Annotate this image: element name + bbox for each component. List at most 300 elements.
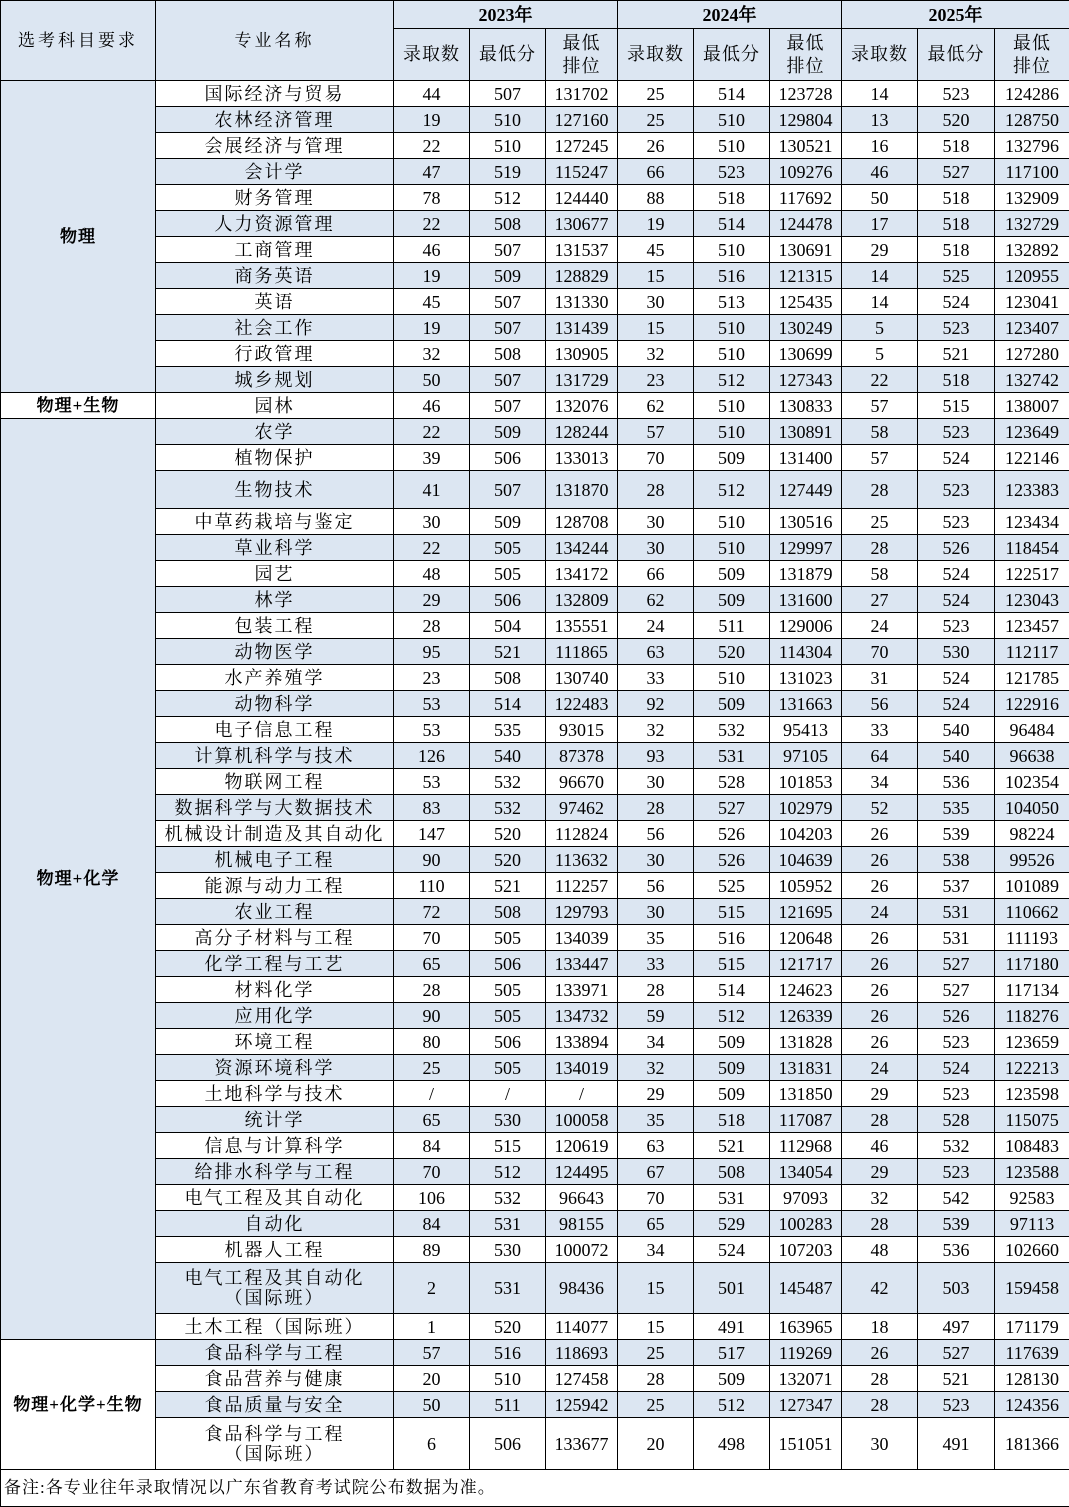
table-row [1, 367, 1069, 393]
year-2025-admit-count-cell: 24 [842, 1055, 918, 1081]
table-row [1, 925, 1069, 951]
year-2023-min-rank-cell: 128244 [546, 419, 618, 445]
year-2023-min-score-cell: 506 [470, 587, 546, 613]
year-2023-min-rank-cell: 115247 [546, 159, 618, 185]
year-2024-min-score-cell: 512 [694, 1392, 770, 1418]
year-2024-min-score-cell: 532 [694, 717, 770, 743]
year-2025-min-rank-cell: 124286 [995, 81, 1069, 107]
year-2024-min-rank-cell: 121315 [770, 263, 842, 289]
year-2024-min-rank-cell: 125435 [770, 289, 842, 315]
year-2025-min-score-cell: 523 [918, 315, 995, 341]
year-2025-admit-count-cell: 56 [842, 691, 918, 717]
year-2023-admit-count-cell: 95 [394, 639, 470, 665]
year-2025-min-rank-cell: 102660 [995, 1237, 1069, 1263]
year-2024-min-score-cell: 509 [694, 691, 770, 717]
year-2025-admit-count-cell: 27 [842, 587, 918, 613]
table-row [1, 847, 1069, 873]
year-2023-min-score-cell: 532 [470, 1185, 546, 1211]
year-2024-min-rank-cell: 124478 [770, 211, 842, 237]
year-2023-min-score-cell: 505 [470, 535, 546, 561]
year-2023-min-rank-header: 最低 排位 [546, 29, 618, 81]
year-2023-min-rank-cell: 129793 [546, 899, 618, 925]
year-2025-admit-count-cell: 26 [842, 821, 918, 847]
year-2025-min-score-cell: 523 [918, 419, 995, 445]
major-name-cell: 英语 [156, 289, 394, 315]
year-2025-admit-count-cell: 28 [842, 1392, 918, 1418]
year-2025-admit-count-cell: 52 [842, 795, 918, 821]
year-2025-min-score-cell: 515 [918, 393, 995, 419]
year-2023-admit-count-cell: 65 [394, 951, 470, 977]
footnote: 备注:各专业往年录取情况以广东省教育考试院公布数据为准。 [1, 1470, 1069, 1507]
year-2023-min-rank-cell: 118693 [546, 1340, 618, 1366]
table-row [1, 613, 1069, 639]
major-name-cell: 生物技术 [156, 471, 394, 509]
year-2025-min-rank-cell: 117100 [995, 159, 1069, 185]
year-2025-min-rank-cell: 97113 [995, 1211, 1069, 1237]
subject-requirement-cell: 物理+化学+生物 [1, 1340, 156, 1470]
year-2024-min-rank-cell: 104203 [770, 821, 842, 847]
year-2023-min-rank-cell: 133013 [546, 445, 618, 471]
year-2024-min-score-cell: 526 [694, 847, 770, 873]
year-2023-min-rank-cell: 134732 [546, 1003, 618, 1029]
major-name-cell: 会计学 [156, 159, 394, 185]
year-2025-min-score-cell: 536 [918, 1237, 995, 1263]
year-2024-min-score-cell: 518 [694, 1107, 770, 1133]
year-2023-admit-count-cell: 6 [394, 1418, 470, 1470]
year-2025-admit-count-cell: 46 [842, 1133, 918, 1159]
year-2024-min-rank-cell: 145487 [770, 1263, 842, 1314]
year-2024-admit-count-cell: 34 [618, 1237, 694, 1263]
year-2025-min-score-cell: 527 [918, 159, 995, 185]
year-2023-min-rank-cell: 134172 [546, 561, 618, 587]
year-2024-min-score-cell: 531 [694, 743, 770, 769]
year-2024-min-score-cell: 510 [694, 535, 770, 561]
year-2024-min-rank-cell: 130516 [770, 509, 842, 535]
year-2025-min-rank-cell: 138007 [995, 393, 1069, 419]
year-2023-min-score-cell: 505 [470, 1003, 546, 1029]
year-2024-admit-count-cell: 26 [618, 133, 694, 159]
year-2025-min-rank-cell: 123434 [995, 509, 1069, 535]
year-2023-min-rank-cell: 134019 [546, 1055, 618, 1081]
table-row [1, 1392, 1069, 1418]
year-2023-min-score-cell: 509 [470, 263, 546, 289]
year-2025-min-rank-cell: 123598 [995, 1081, 1069, 1107]
year-2023-admit-count-cell: 22 [394, 133, 470, 159]
year-2023-min-score-cell: 521 [470, 873, 546, 899]
year-2024-min-rank-cell: 126339 [770, 1003, 842, 1029]
year-2023-min-rank-cell: 120619 [546, 1133, 618, 1159]
year-2024-min-rank-cell: 151051 [770, 1418, 842, 1470]
table-row [1, 873, 1069, 899]
year-2024-min-score-cell: 510 [694, 509, 770, 535]
year-2023-admit-count-cell: 50 [394, 1392, 470, 1418]
year-2024-admit-count-cell: 56 [618, 821, 694, 847]
year-2023-min-rank-cell: 87378 [546, 743, 618, 769]
year-2025-min-rank-cell: 171179 [995, 1314, 1069, 1340]
year-2023-min-score-cell: 510 [470, 133, 546, 159]
table-row [1, 1003, 1069, 1029]
year-2024-min-rank-cell: 97093 [770, 1185, 842, 1211]
year-2024-admit-count-cell: 25 [618, 1340, 694, 1366]
table-row [1, 743, 1069, 769]
year-2023-min-rank-cell: 124495 [546, 1159, 618, 1185]
major-name-cell: 社会工作 [156, 315, 394, 341]
year-2024-min-score-cell: 510 [694, 341, 770, 367]
year-2025-min-score-cell: 539 [918, 1211, 995, 1237]
year-2023-admit-count-cell: 89 [394, 1237, 470, 1263]
year-2025-min-rank-cell: 118276 [995, 1003, 1069, 1029]
year-2023-min-score-cell: 511 [470, 1392, 546, 1418]
year-2023-min-rank-cell: 128708 [546, 509, 618, 535]
year-2023-min-rank-cell: 130740 [546, 665, 618, 691]
year-2025-min-score-cell: 523 [918, 1392, 995, 1418]
year-2023-admit-count-cell: 46 [394, 393, 470, 419]
year-2024-min-rank-cell: 105952 [770, 873, 842, 899]
year-2025-min-score-cell: 532 [918, 1133, 995, 1159]
major-name-cell: 统计学 [156, 1107, 394, 1133]
year-2025-admit-count-cell: 26 [842, 925, 918, 951]
year-2023-admit-count-cell: 39 [394, 445, 470, 471]
year-2024-admit-count-cell: 19 [618, 211, 694, 237]
year-2025-admit-count-cell: 28 [842, 471, 918, 509]
year-2023-admit-count-cell: 20 [394, 1366, 470, 1392]
year-2023-admit-count-cell: 80 [394, 1029, 470, 1055]
year-2023-min-rank-cell: 134244 [546, 535, 618, 561]
table-row [1, 1081, 1069, 1107]
year-2025-admit-count-cell: 17 [842, 211, 918, 237]
table-row [1, 211, 1069, 237]
year-2024-min-score-cell: 518 [694, 185, 770, 211]
year-2023-min-rank-cell: 133894 [546, 1029, 618, 1055]
year-2025-min-rank-cell: 118454 [995, 535, 1069, 561]
year-2023-min-score-cell: 508 [470, 899, 546, 925]
year-2025-min-rank-cell: 96638 [995, 743, 1069, 769]
year-2024-min-rank-cell: 104639 [770, 847, 842, 873]
year-2025-min-rank-cell: 124356 [995, 1392, 1069, 1418]
year-2023-min-rank-cell: 98436 [546, 1263, 618, 1314]
year-2024-min-rank-cell: 131850 [770, 1081, 842, 1107]
year-2024-min-score-cell: 513 [694, 289, 770, 315]
header-row-years [1, 1, 1069, 29]
year-2023-min-score-cell: 532 [470, 769, 546, 795]
year-2025-min-rank-cell: 121785 [995, 665, 1069, 691]
major-name-cell: 商务英语 [156, 263, 394, 289]
year-2025-min-score-cell: 521 [918, 341, 995, 367]
year-2025-min-score-cell: 527 [918, 951, 995, 977]
year-2023-admit-count-cell: 126 [394, 743, 470, 769]
year-2024-admit-count-cell: 28 [618, 471, 694, 509]
year-2025-min-score-cell: 523 [918, 613, 995, 639]
table-row [1, 587, 1069, 613]
year-2023-min-score-cell: 532 [470, 795, 546, 821]
year-2023-admit-count-cell: 44 [394, 81, 470, 107]
year-2025-admit-count-cell: 48 [842, 1237, 918, 1263]
year-2024-min-rank-cell: 127347 [770, 1392, 842, 1418]
year-2025-min-rank-cell: 128750 [995, 107, 1069, 133]
year-2025-min-score-cell: 527 [918, 977, 995, 1003]
year-2024-min-score-cell: 528 [694, 769, 770, 795]
major-name-cell: 食品科学与工程 [156, 1340, 394, 1366]
year-2024-min-rank-cell: 131831 [770, 1055, 842, 1081]
year-2025-min-rank-cell: 132892 [995, 237, 1069, 263]
year-2024-admit-count-cell: 56 [618, 873, 694, 899]
year-2023-min-score-cell: 520 [470, 821, 546, 847]
year-2025-min-score-cell: 535 [918, 795, 995, 821]
major-name-cell: 材料化学 [156, 977, 394, 1003]
year-2025-min-score-cell: 524 [918, 561, 995, 587]
year-2024-admit-count-cell: 57 [618, 419, 694, 445]
year-2025-min-score-cell: 525 [918, 263, 995, 289]
year-2023-min-score-cell: 507 [470, 315, 546, 341]
year-2024-min-score-cell: 514 [694, 81, 770, 107]
table-row [1, 159, 1069, 185]
year-2023-min-score-cell: 510 [470, 107, 546, 133]
year-2023-min-score-cell: 507 [470, 289, 546, 315]
year-2024-min-rank-cell: 129006 [770, 613, 842, 639]
year-2024-admit-count-cell: 30 [618, 769, 694, 795]
year-2024-admit-count-cell: 62 [618, 587, 694, 613]
year-2024-admit-count-cell: 29 [618, 1081, 694, 1107]
year-2025-min-score-cell: 524 [918, 665, 995, 691]
year-2023-admit-count-cell: 23 [394, 665, 470, 691]
year-2024-admit-count-cell: 65 [618, 1211, 694, 1237]
year-2024-min-rank-cell: 130521 [770, 133, 842, 159]
table-row [1, 561, 1069, 587]
year-2025-admit-count-cell: 29 [842, 237, 918, 263]
year-2025-min-rank-cell: 115075 [995, 1107, 1069, 1133]
year-2023-min-rank-cell: 98155 [546, 1211, 618, 1237]
major-name-cell: 农林经济管理 [156, 107, 394, 133]
year-2023-min-rank-cell: 122483 [546, 691, 618, 717]
year-2024-min-rank-cell: 130249 [770, 315, 842, 341]
subject-requirement-cell: 物理+化学 [1, 419, 156, 1340]
table-row [1, 1185, 1069, 1211]
year-2024-admit-count-cell: 15 [618, 1314, 694, 1340]
year-2025-min-rank-cell: 132909 [995, 185, 1069, 211]
year-2023-min-score-cell: 530 [470, 1237, 546, 1263]
year-2024-admit-count-cell: 32 [618, 1055, 694, 1081]
year-2024-min-score-cell: 509 [694, 1366, 770, 1392]
year-2023-min-rank-cell: 132076 [546, 393, 618, 419]
year-2024-min-score-cell: 515 [694, 951, 770, 977]
year-2025-min-rank-cell: 122517 [995, 561, 1069, 587]
year-2024-min-score-cell: 525 [694, 873, 770, 899]
table-row [1, 237, 1069, 263]
year-2024-min-rank-cell: 107203 [770, 1237, 842, 1263]
year-2025-admit-count-cell: 29 [842, 1159, 918, 1185]
year-2023-min-rank-cell: 127160 [546, 107, 618, 133]
major-name-cell: 应用化学 [156, 1003, 394, 1029]
table-row [1, 1133, 1069, 1159]
year-2025-admit-count-cell: 57 [842, 393, 918, 419]
major-name-cell: 水产养殖学 [156, 665, 394, 691]
year-2023-min-score-cell: 507 [470, 367, 546, 393]
year-2023-min-rank-cell: 97462 [546, 795, 618, 821]
year-2024-min-rank-cell: 119269 [770, 1340, 842, 1366]
major-name-cell: 工商管理 [156, 237, 394, 263]
year-2024-admit-count-cell: 25 [618, 81, 694, 107]
year-2025-admit-count-header: 录取数 [842, 29, 918, 81]
major-name-cell: 数据科学与大数据技术 [156, 795, 394, 821]
year-2024-admit-count-cell: 25 [618, 1392, 694, 1418]
year-2024-admit-count-cell: 28 [618, 977, 694, 1003]
year-2023-min-rank-cell: 96670 [546, 769, 618, 795]
year-2025-min-score-cell: 528 [918, 1107, 995, 1133]
table-row [1, 665, 1069, 691]
year-2024-min-rank-cell: 130833 [770, 393, 842, 419]
year-2025-min-score-cell: 520 [918, 107, 995, 133]
table-row [1, 1211, 1069, 1237]
year-2025-min-score-cell: 527 [918, 1340, 995, 1366]
table-body [1, 81, 1069, 1470]
year-2023-admit-count-cell: 19 [394, 315, 470, 341]
major-name-cell: 中草药栽培与鉴定 [156, 509, 394, 535]
year-2024-admit-count-cell: 45 [618, 237, 694, 263]
year-2024-min-score-cell: 516 [694, 263, 770, 289]
year-2023-min-score-cell: 531 [470, 1263, 546, 1314]
year-2023-admit-count-cell: 110 [394, 873, 470, 899]
year-2024-admit-count-cell: 93 [618, 743, 694, 769]
table-row [1, 899, 1069, 925]
subject-requirement-cell: 物理+生物 [1, 393, 156, 419]
year-2024-min-score-cell: 509 [694, 1029, 770, 1055]
year-2023-min-rank-cell: 113632 [546, 847, 618, 873]
year-2025-min-rank-cell: 122213 [995, 1055, 1069, 1081]
year-2025-min-score-header: 最低分 [918, 29, 995, 81]
year-2025-min-rank-cell: 123588 [995, 1159, 1069, 1185]
year-2024-admit-count-cell: 20 [618, 1418, 694, 1470]
year-2025-min-rank-cell: 128130 [995, 1366, 1069, 1392]
year-2023-min-score-header: 最低分 [470, 29, 546, 81]
year-2025-admit-count-cell: 32 [842, 1185, 918, 1211]
major-name-cell: 草业科学 [156, 535, 394, 561]
year-2023-min-score-cell: 510 [470, 1366, 546, 1392]
year-2023-admit-count-cell: 50 [394, 367, 470, 393]
year-2023-min-score-cell: / [470, 1081, 546, 1107]
year-2024-min-rank-cell: 124623 [770, 977, 842, 1003]
year-2023-min-score-cell: 531 [470, 1211, 546, 1237]
year-2025-min-rank-cell: 102354 [995, 769, 1069, 795]
year-2023-min-score-cell: 515 [470, 1133, 546, 1159]
year-2025-admit-count-cell: 28 [842, 1366, 918, 1392]
year-2025-min-score-cell: 526 [918, 1003, 995, 1029]
year-2023-min-score-cell: 506 [470, 445, 546, 471]
year-2023-admit-count-cell: 1 [394, 1314, 470, 1340]
year-2025-admit-count-cell: 26 [842, 951, 918, 977]
year-2025-min-score-cell: 524 [918, 691, 995, 717]
year-2024-min-score-cell: 526 [694, 821, 770, 847]
year-2024-min-score-cell: 517 [694, 1340, 770, 1366]
year-2023-admit-count-cell: 46 [394, 237, 470, 263]
table-row [1, 393, 1069, 419]
major-name-cell: 农业工程 [156, 899, 394, 925]
year-2023-min-rank-cell: 131537 [546, 237, 618, 263]
year-2024-admit-count-cell: 15 [618, 1263, 694, 1314]
year-2023-min-rank-cell: 112257 [546, 873, 618, 899]
year-2024-admit-count-cell: 30 [618, 535, 694, 561]
year-2024-admit-count-cell: 35 [618, 1107, 694, 1133]
year-2024-admit-count-cell: 63 [618, 639, 694, 665]
major-name-cell: 资源环境科学 [156, 1055, 394, 1081]
major-name-cell: 环境工程 [156, 1029, 394, 1055]
year-2023-admit-count-cell: 147 [394, 821, 470, 847]
year-2025-min-score-cell: 518 [918, 237, 995, 263]
major-name-cell: 包装工程 [156, 613, 394, 639]
year-2025-min-score-cell: 497 [918, 1314, 995, 1340]
major-name-cell: 土地科学与技术 [156, 1081, 394, 1107]
table-row [1, 419, 1069, 445]
year-2023-admit-count-cell: 53 [394, 691, 470, 717]
year-2024-admit-count-cell: 24 [618, 613, 694, 639]
year-2025-admit-count-cell: 57 [842, 445, 918, 471]
year-2025-admit-count-cell: 28 [842, 535, 918, 561]
year-2023-min-rank-cell: 112824 [546, 821, 618, 847]
year-2025-min-rank-cell: 96484 [995, 717, 1069, 743]
year-2023-min-rank-cell: 111865 [546, 639, 618, 665]
year-2025-min-rank-cell: 104050 [995, 795, 1069, 821]
year-2025-min-rank-cell: 101089 [995, 873, 1069, 899]
year-2024-min-score-cell: 521 [694, 1133, 770, 1159]
year-2024-min-rank-cell: 123728 [770, 81, 842, 107]
year-2024-admit-count-cell: 23 [618, 367, 694, 393]
year-2023-min-score-cell: 516 [470, 1340, 546, 1366]
year-2025-min-rank-cell: 132796 [995, 133, 1069, 159]
major-name-cell: 国际经济与贸易 [156, 81, 394, 107]
table-row [1, 471, 1069, 509]
year-2025-min-rank-cell: 117639 [995, 1340, 1069, 1366]
table-row [1, 821, 1069, 847]
year-2023-admit-count-header: 录取数 [394, 29, 470, 81]
year-2023-admit-count-cell: 22 [394, 419, 470, 445]
year-2025-admit-count-cell: 58 [842, 419, 918, 445]
year-2023-min-score-cell: 509 [470, 419, 546, 445]
year-2025-min-score-cell: 538 [918, 847, 995, 873]
year-2025-min-score-cell: 536 [918, 769, 995, 795]
year-2025-admit-count-cell: 24 [842, 899, 918, 925]
major-name-cell: 园林 [156, 393, 394, 419]
year-2023-admit-count-cell: 78 [394, 185, 470, 211]
year-2025-min-score-cell: 523 [918, 1081, 995, 1107]
year-2024-min-score-cell: 529 [694, 1211, 770, 1237]
year-2024-min-score-cell: 524 [694, 1237, 770, 1263]
year-2024-min-rank-cell: 100283 [770, 1211, 842, 1237]
year-2023-admit-count-cell: 57 [394, 1340, 470, 1366]
year-2025-min-rank-cell: 159458 [995, 1263, 1069, 1314]
year-2023-min-score-cell: 508 [470, 341, 546, 367]
year-2023-admit-count-cell: 84 [394, 1211, 470, 1237]
year-2023-admit-count-cell: 106 [394, 1185, 470, 1211]
year-2025-min-rank-cell: 92583 [995, 1185, 1069, 1211]
year-2025-min-score-cell: 531 [918, 925, 995, 951]
table-row [1, 289, 1069, 315]
year-2023-min-rank-cell: 130905 [546, 341, 618, 367]
year-2024-admit-count-cell: 70 [618, 1185, 694, 1211]
table-row [1, 263, 1069, 289]
year-2023-min-score-cell: 520 [470, 1314, 546, 1340]
year-2025-min-score-cell: 523 [918, 1029, 995, 1055]
year-2024-min-score-cell: 491 [694, 1314, 770, 1340]
year-2025-admit-count-cell: 31 [842, 665, 918, 691]
year-2024-min-rank-cell: 109276 [770, 159, 842, 185]
year-2024-admit-count-cell: 67 [618, 1159, 694, 1185]
year-2025-admit-count-cell: 70 [842, 639, 918, 665]
year-2024-min-score-cell: 498 [694, 1418, 770, 1470]
year-2024-admit-count-cell: 70 [618, 445, 694, 471]
year-2024-min-rank-cell: 95413 [770, 717, 842, 743]
major-name-cell: 给排水科学与工程 [156, 1159, 394, 1185]
year-2024-admit-count-cell: 15 [618, 315, 694, 341]
year-2024-min-rank-cell: 121695 [770, 899, 842, 925]
